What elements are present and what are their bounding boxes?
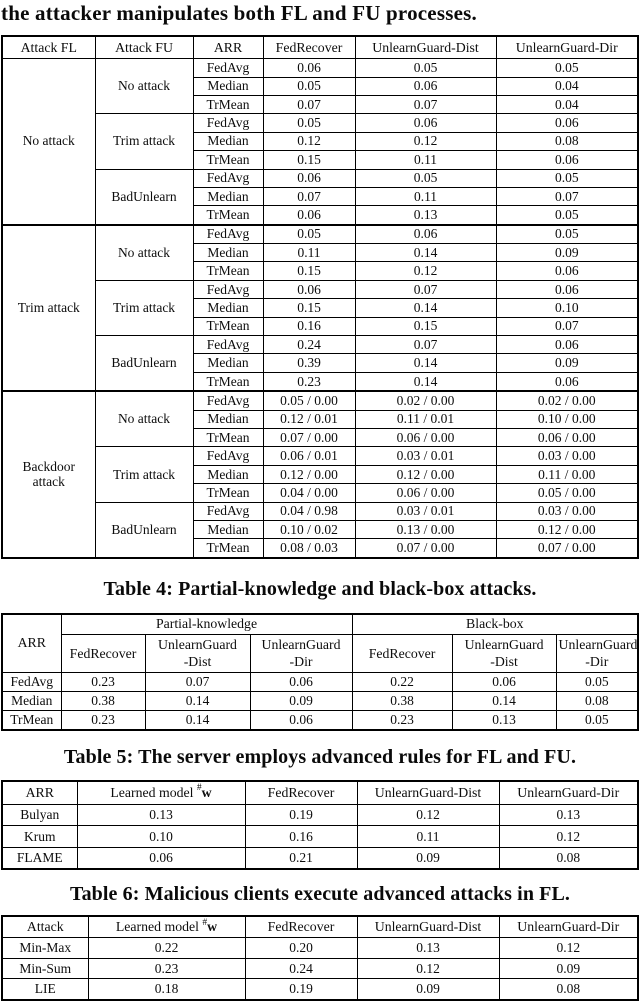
column-subheader — [145, 634, 250, 672]
subheader-line: UnlearnGuard — [464, 637, 544, 652]
value-cell: 0.39 — [263, 354, 355, 372]
value-cell: 0.18 — [88, 979, 245, 1000]
value-cell: 0.23 — [263, 372, 355, 391]
arr-label-cell: TrMean — [193, 206, 263, 225]
value-cell: 0.15 — [263, 262, 355, 280]
value-cell: 0.04 — [496, 77, 638, 95]
arr-label-cell: Median — [2, 691, 61, 710]
value-cell: 0.22 — [88, 938, 245, 959]
value-cell: 0.06 — [250, 672, 352, 691]
value-cell: 0.09 — [496, 354, 638, 372]
arr-label-cell: TrMean — [193, 317, 263, 335]
value-cell: 0.07 / 0.00 — [496, 539, 638, 558]
column-header: FedRecover — [245, 916, 357, 938]
value-cell: 0.10 / 0.00 — [496, 410, 638, 428]
table6-header — [2, 916, 638, 938]
column-subheader — [352, 634, 452, 672]
value-cell: 0.06 — [355, 114, 496, 132]
subheader-line: -Dir — [585, 654, 609, 670]
value-cell: 0.05 — [355, 59, 496, 77]
value-cell: 0.09 — [499, 958, 638, 979]
table6-body — [2, 938, 638, 1000]
arr-label-cell: FedAvg — [193, 280, 263, 298]
table-row — [2, 114, 638, 132]
attack-fu-subgroup-label: Trim attack — [95, 114, 193, 169]
value-cell: 0.13 — [499, 804, 638, 826]
table-row — [2, 691, 638, 710]
value-cell: 0.04 / 0.00 — [263, 484, 355, 502]
row-label-cell: Krum — [2, 826, 77, 848]
attack-fu-subgroup-label: BadUnlearn — [95, 169, 193, 225]
value-cell: 0.09 — [357, 979, 499, 1000]
subheader-line: -Dir — [289, 654, 313, 670]
value-cell: 0.06 — [496, 280, 638, 298]
subheader-line: UnlearnGuard — [158, 637, 237, 652]
value-cell: 0.12 / 0.00 — [496, 520, 638, 538]
table-row — [2, 710, 638, 730]
value-cell: 0.12 — [499, 938, 638, 959]
attack-fu-subgroup-label: No attack — [95, 391, 193, 447]
value-cell: 0.14 — [145, 691, 250, 710]
column-header: UnlearnGuard-Dist — [357, 916, 499, 938]
table-row — [2, 169, 638, 187]
arr-label-cell: Median — [193, 410, 263, 428]
table4-header — [2, 614, 638, 673]
value-cell: 0.06 — [496, 262, 638, 280]
column-header-learned-model — [88, 916, 245, 938]
value-cell: 0.11 / 0.00 — [496, 465, 638, 483]
table3-attack-fl-fu-results — [1, 35, 639, 559]
value-cell: 0.05 — [556, 710, 638, 730]
subheader-line: FedRecover — [69, 645, 137, 661]
value-cell: 0.07 — [496, 187, 638, 205]
value-cell: 0.12 — [357, 958, 499, 979]
column-header: ARR — [2, 781, 77, 805]
value-cell: 0.22 — [352, 672, 452, 691]
column-header: FedRecover — [263, 36, 355, 59]
value-cell: 0.06 — [496, 151, 638, 169]
arr-label-cell: TrMean — [193, 372, 263, 391]
table-row — [2, 958, 638, 979]
column-header: UnlearnGuard-Dir — [499, 916, 638, 938]
table-row — [2, 672, 638, 691]
value-cell: 0.07 — [263, 187, 355, 205]
arr-label-cell: Median — [193, 299, 263, 317]
value-cell: 0.02 / 0.00 — [496, 391, 638, 410]
value-cell: 0.06 — [77, 847, 245, 869]
attack-fl-group-label: No attack — [2, 59, 95, 225]
column-header: UnlearnGuard-Dir — [499, 781, 638, 805]
value-cell: 0.11 — [355, 187, 496, 205]
value-cell: 0.06 — [263, 169, 355, 187]
table5-advanced-rules — [1, 780, 639, 871]
value-cell: 0.07 — [496, 317, 638, 335]
row-label-cell: Min-Sum — [2, 958, 88, 979]
arr-label-cell: Median — [193, 520, 263, 538]
arr-label-cell: FedAvg — [2, 672, 61, 691]
arr-label-cell: FedAvg — [193, 391, 263, 410]
column-subheader — [250, 634, 352, 672]
value-cell: 0.06 — [496, 114, 638, 132]
value-cell: 0.15 — [355, 317, 496, 335]
value-cell: 0.14 — [355, 299, 496, 317]
value-cell: 0.07 — [355, 95, 496, 113]
arr-label-cell: TrMean — [193, 95, 263, 113]
arr-label-cell: TrMean — [193, 429, 263, 447]
value-cell: 0.14 — [145, 710, 250, 730]
arr-label-cell: FedAvg — [193, 225, 263, 244]
value-cell: 0.20 — [245, 938, 357, 959]
column-subheader — [556, 634, 638, 672]
learned-model-text: Learned model — [110, 784, 197, 800]
arr-label-cell: FedAvg — [193, 59, 263, 77]
attack-fu-subgroup-label: No attack — [95, 59, 193, 114]
value-cell: 0.06 — [355, 225, 496, 244]
value-cell: 0.08 — [499, 979, 638, 1000]
row-label-cell: FLAME — [2, 847, 77, 869]
value-cell: 0.21 — [245, 847, 357, 869]
column-subheader — [61, 634, 145, 672]
column-header: UnlearnGuard-Dir — [496, 36, 638, 59]
value-cell: 0.04 / 0.98 — [263, 502, 355, 520]
value-cell: 0.38 — [61, 691, 145, 710]
arr-label-cell: TrMean — [193, 262, 263, 280]
arr-label-cell: Median — [193, 132, 263, 150]
value-cell: 0.03 / 0.00 — [496, 447, 638, 465]
table5-caption: Table 5: The server employs advanced rules for FL and FU. — [63, 745, 577, 768]
value-cell: 0.07 — [355, 280, 496, 298]
value-cell: 0.06 — [263, 59, 355, 77]
arr-label-cell: Median — [193, 465, 263, 483]
value-cell: 0.07 / 0.00 — [263, 429, 355, 447]
value-cell: 0.11 — [263, 244, 355, 262]
value-cell: 0.13 — [77, 804, 245, 826]
value-cell: 0.12 — [263, 132, 355, 150]
subheader-line: FedRecover — [368, 645, 436, 661]
paper-page — [0, 1, 640, 1001]
value-cell: 0.06 — [496, 372, 638, 391]
value-cell: 0.06 / 0.01 — [263, 447, 355, 465]
table-row — [2, 280, 638, 298]
learned-model-text: Learned model — [115, 919, 203, 935]
table5-header — [2, 781, 638, 805]
value-cell: 0.05 — [263, 225, 355, 244]
group-header-black-box: Black-box — [352, 614, 638, 635]
value-cell: 0.08 — [499, 847, 638, 869]
arr-label-cell: Median — [193, 187, 263, 205]
row-label-cell: LIE — [2, 979, 88, 1000]
column-header: UnlearnGuard-Dist — [357, 781, 499, 805]
table-row — [2, 225, 638, 244]
value-cell: 0.07 — [145, 672, 250, 691]
value-cell: 0.12 — [499, 826, 638, 848]
value-cell: 0.05 / 0.00 — [263, 391, 355, 410]
value-cell: 0.07 / 0.00 — [355, 539, 496, 558]
value-cell: 0.03 / 0.00 — [496, 502, 638, 520]
value-cell: 0.23 — [61, 710, 145, 730]
value-cell: 0.03 / 0.01 — [355, 447, 496, 465]
value-cell: 0.08 — [496, 132, 638, 150]
arr-label-cell: Median — [193, 244, 263, 262]
table4-caption: Table 4: Partial-knowledge and black-box attacks. — [103, 577, 537, 600]
table6-caption: Table 6: Malicious clients execute advanced attacks in FL. — [69, 883, 571, 906]
value-cell: 0.16 — [245, 826, 357, 848]
value-cell: 0.12 / 0.00 — [355, 465, 496, 483]
arr-label-cell: TrMean — [193, 484, 263, 502]
value-cell: 0.10 / 0.02 — [263, 520, 355, 538]
value-cell: 0.11 — [355, 151, 496, 169]
value-cell: 0.15 — [263, 151, 355, 169]
value-cell: 0.10 — [496, 299, 638, 317]
value-cell: 0.19 — [245, 804, 357, 826]
column-header: ARR — [193, 36, 263, 59]
value-cell: 0.05 — [496, 169, 638, 187]
subheader-line: UnlearnGuard — [558, 637, 638, 652]
value-cell: 0.05 — [355, 169, 496, 187]
attack-fu-subgroup-label: BadUnlearn — [95, 502, 193, 558]
hash-superscript: # — [196, 783, 202, 793]
table4-body — [2, 672, 638, 730]
value-cell: 0.05 — [496, 225, 638, 244]
attack-fu-subgroup-label: Trim attack — [95, 447, 193, 502]
value-cell: 0.15 — [263, 299, 355, 317]
value-cell: 0.06 — [452, 672, 556, 691]
column-header-arr: ARR — [2, 614, 61, 673]
table5-body — [2, 804, 638, 869]
attack-fl-group-label: Trim attack — [2, 225, 95, 392]
value-cell: 0.13 — [355, 206, 496, 225]
value-cell: 0.23 — [61, 672, 145, 691]
table-row — [2, 826, 638, 848]
subheader-line: -Dist — [183, 654, 212, 670]
arr-label-cell: FedAvg — [193, 447, 263, 465]
attack-fu-subgroup-label: Trim attack — [95, 280, 193, 335]
group-header-partial-knowledge: Partial-knowledge — [61, 614, 352, 635]
table-row — [2, 336, 638, 354]
value-cell: 0.10 — [77, 826, 245, 848]
arr-label-cell: Median — [193, 354, 263, 372]
arr-label-cell: Median — [193, 77, 263, 95]
table-row — [2, 938, 638, 959]
value-cell: 0.12 / 0.01 — [263, 410, 355, 428]
value-cell: 0.05 — [556, 672, 638, 691]
column-header: FedRecover — [245, 781, 357, 805]
arr-label-cell: FedAvg — [193, 336, 263, 354]
value-cell: 0.05 — [263, 114, 355, 132]
model-symbol: w — [207, 919, 218, 935]
value-cell: 0.23 — [88, 958, 245, 979]
attack-fu-subgroup-label: No attack — [95, 225, 193, 281]
table-row — [2, 59, 638, 77]
model-symbol: w — [201, 784, 212, 800]
value-cell: 0.24 — [263, 336, 355, 354]
value-cell: 0.04 — [496, 95, 638, 113]
value-cell: 0.03 / 0.01 — [355, 502, 496, 520]
value-cell: 0.07 — [355, 336, 496, 354]
value-cell: 0.13 — [452, 710, 556, 730]
arr-label-cell: TrMean — [2, 710, 61, 730]
table-row — [2, 502, 638, 520]
arr-label-cell: TrMean — [193, 539, 263, 558]
value-cell: 0.05 / 0.00 — [496, 484, 638, 502]
value-cell: 0.13 — [357, 938, 499, 959]
column-subheader — [452, 634, 556, 672]
value-cell: 0.13 / 0.00 — [355, 520, 496, 538]
value-cell: 0.11 — [357, 826, 499, 848]
table-row — [2, 391, 638, 410]
subheader-line: UnlearnGuard — [261, 637, 341, 652]
table6-advanced-attacks — [1, 915, 639, 1001]
column-header: Attack — [2, 916, 88, 938]
value-cell: 0.05 — [263, 77, 355, 95]
value-cell: 0.23 — [352, 710, 452, 730]
value-cell: 0.06 — [496, 336, 638, 354]
value-cell: 0.06 / 0.00 — [496, 429, 638, 447]
arr-label-cell: FedAvg — [193, 169, 263, 187]
value-cell: 0.11 / 0.01 — [355, 410, 496, 428]
value-cell: 0.14 — [355, 372, 496, 391]
column-header: Attack FL — [2, 36, 95, 59]
value-cell: 0.06 — [263, 280, 355, 298]
row-label-cell: Min-Max — [2, 938, 88, 959]
value-cell: 0.02 / 0.00 — [355, 391, 496, 410]
value-cell: 0.14 — [355, 244, 496, 262]
value-cell: 0.08 — [556, 691, 638, 710]
value-cell: 0.24 — [245, 958, 357, 979]
subheader-line: -Dist — [490, 654, 518, 670]
arr-label-cell: FedAvg — [193, 114, 263, 132]
value-cell: 0.06 / 0.00 — [355, 429, 496, 447]
value-cell: 0.06 — [263, 206, 355, 225]
arr-label-cell: FedAvg — [193, 502, 263, 520]
value-cell: 0.05 — [496, 206, 638, 225]
attack-fu-subgroup-label: BadUnlearn — [95, 336, 193, 392]
value-cell: 0.12 / 0.00 — [263, 465, 355, 483]
table3-header — [2, 36, 638, 59]
table-row — [2, 804, 638, 826]
hash-superscript: # — [202, 917, 208, 928]
table-row — [2, 447, 638, 465]
value-cell: 0.12 — [357, 804, 499, 826]
value-cell: 0.06 — [355, 77, 496, 95]
column-header: Attack FU — [95, 36, 193, 59]
value-cell: 0.12 — [355, 132, 496, 150]
attack-fl-group-label: Backdoor attack — [2, 391, 95, 558]
value-cell: 0.09 — [357, 847, 499, 869]
value-cell: 0.09 — [250, 691, 352, 710]
arr-label-cell: TrMean — [193, 151, 263, 169]
value-cell: 0.12 — [355, 262, 496, 280]
value-cell: 0.09 — [496, 244, 638, 262]
value-cell: 0.16 — [263, 317, 355, 335]
table4-partial-knowledge-blackbox — [1, 613, 639, 731]
value-cell: 0.19 — [245, 979, 357, 1000]
table3-caption-tail: the attacker manipulates both FL and FU processes. — [1, 1, 477, 25]
value-cell: 0.07 — [263, 95, 355, 113]
value-cell: 0.08 / 0.03 — [263, 539, 355, 558]
value-cell: 0.06 — [250, 710, 352, 730]
value-cell: 0.14 — [452, 691, 556, 710]
column-header: UnlearnGuard-Dist — [355, 36, 496, 59]
value-cell: 0.14 — [355, 354, 496, 372]
table-row — [2, 847, 638, 869]
table3-body — [2, 59, 638, 558]
column-header-learned-model — [77, 781, 245, 805]
value-cell: 0.05 — [496, 59, 638, 77]
value-cell: 0.38 — [352, 691, 452, 710]
value-cell: 0.06 / 0.00 — [355, 484, 496, 502]
row-label-cell: Bulyan — [2, 804, 77, 826]
